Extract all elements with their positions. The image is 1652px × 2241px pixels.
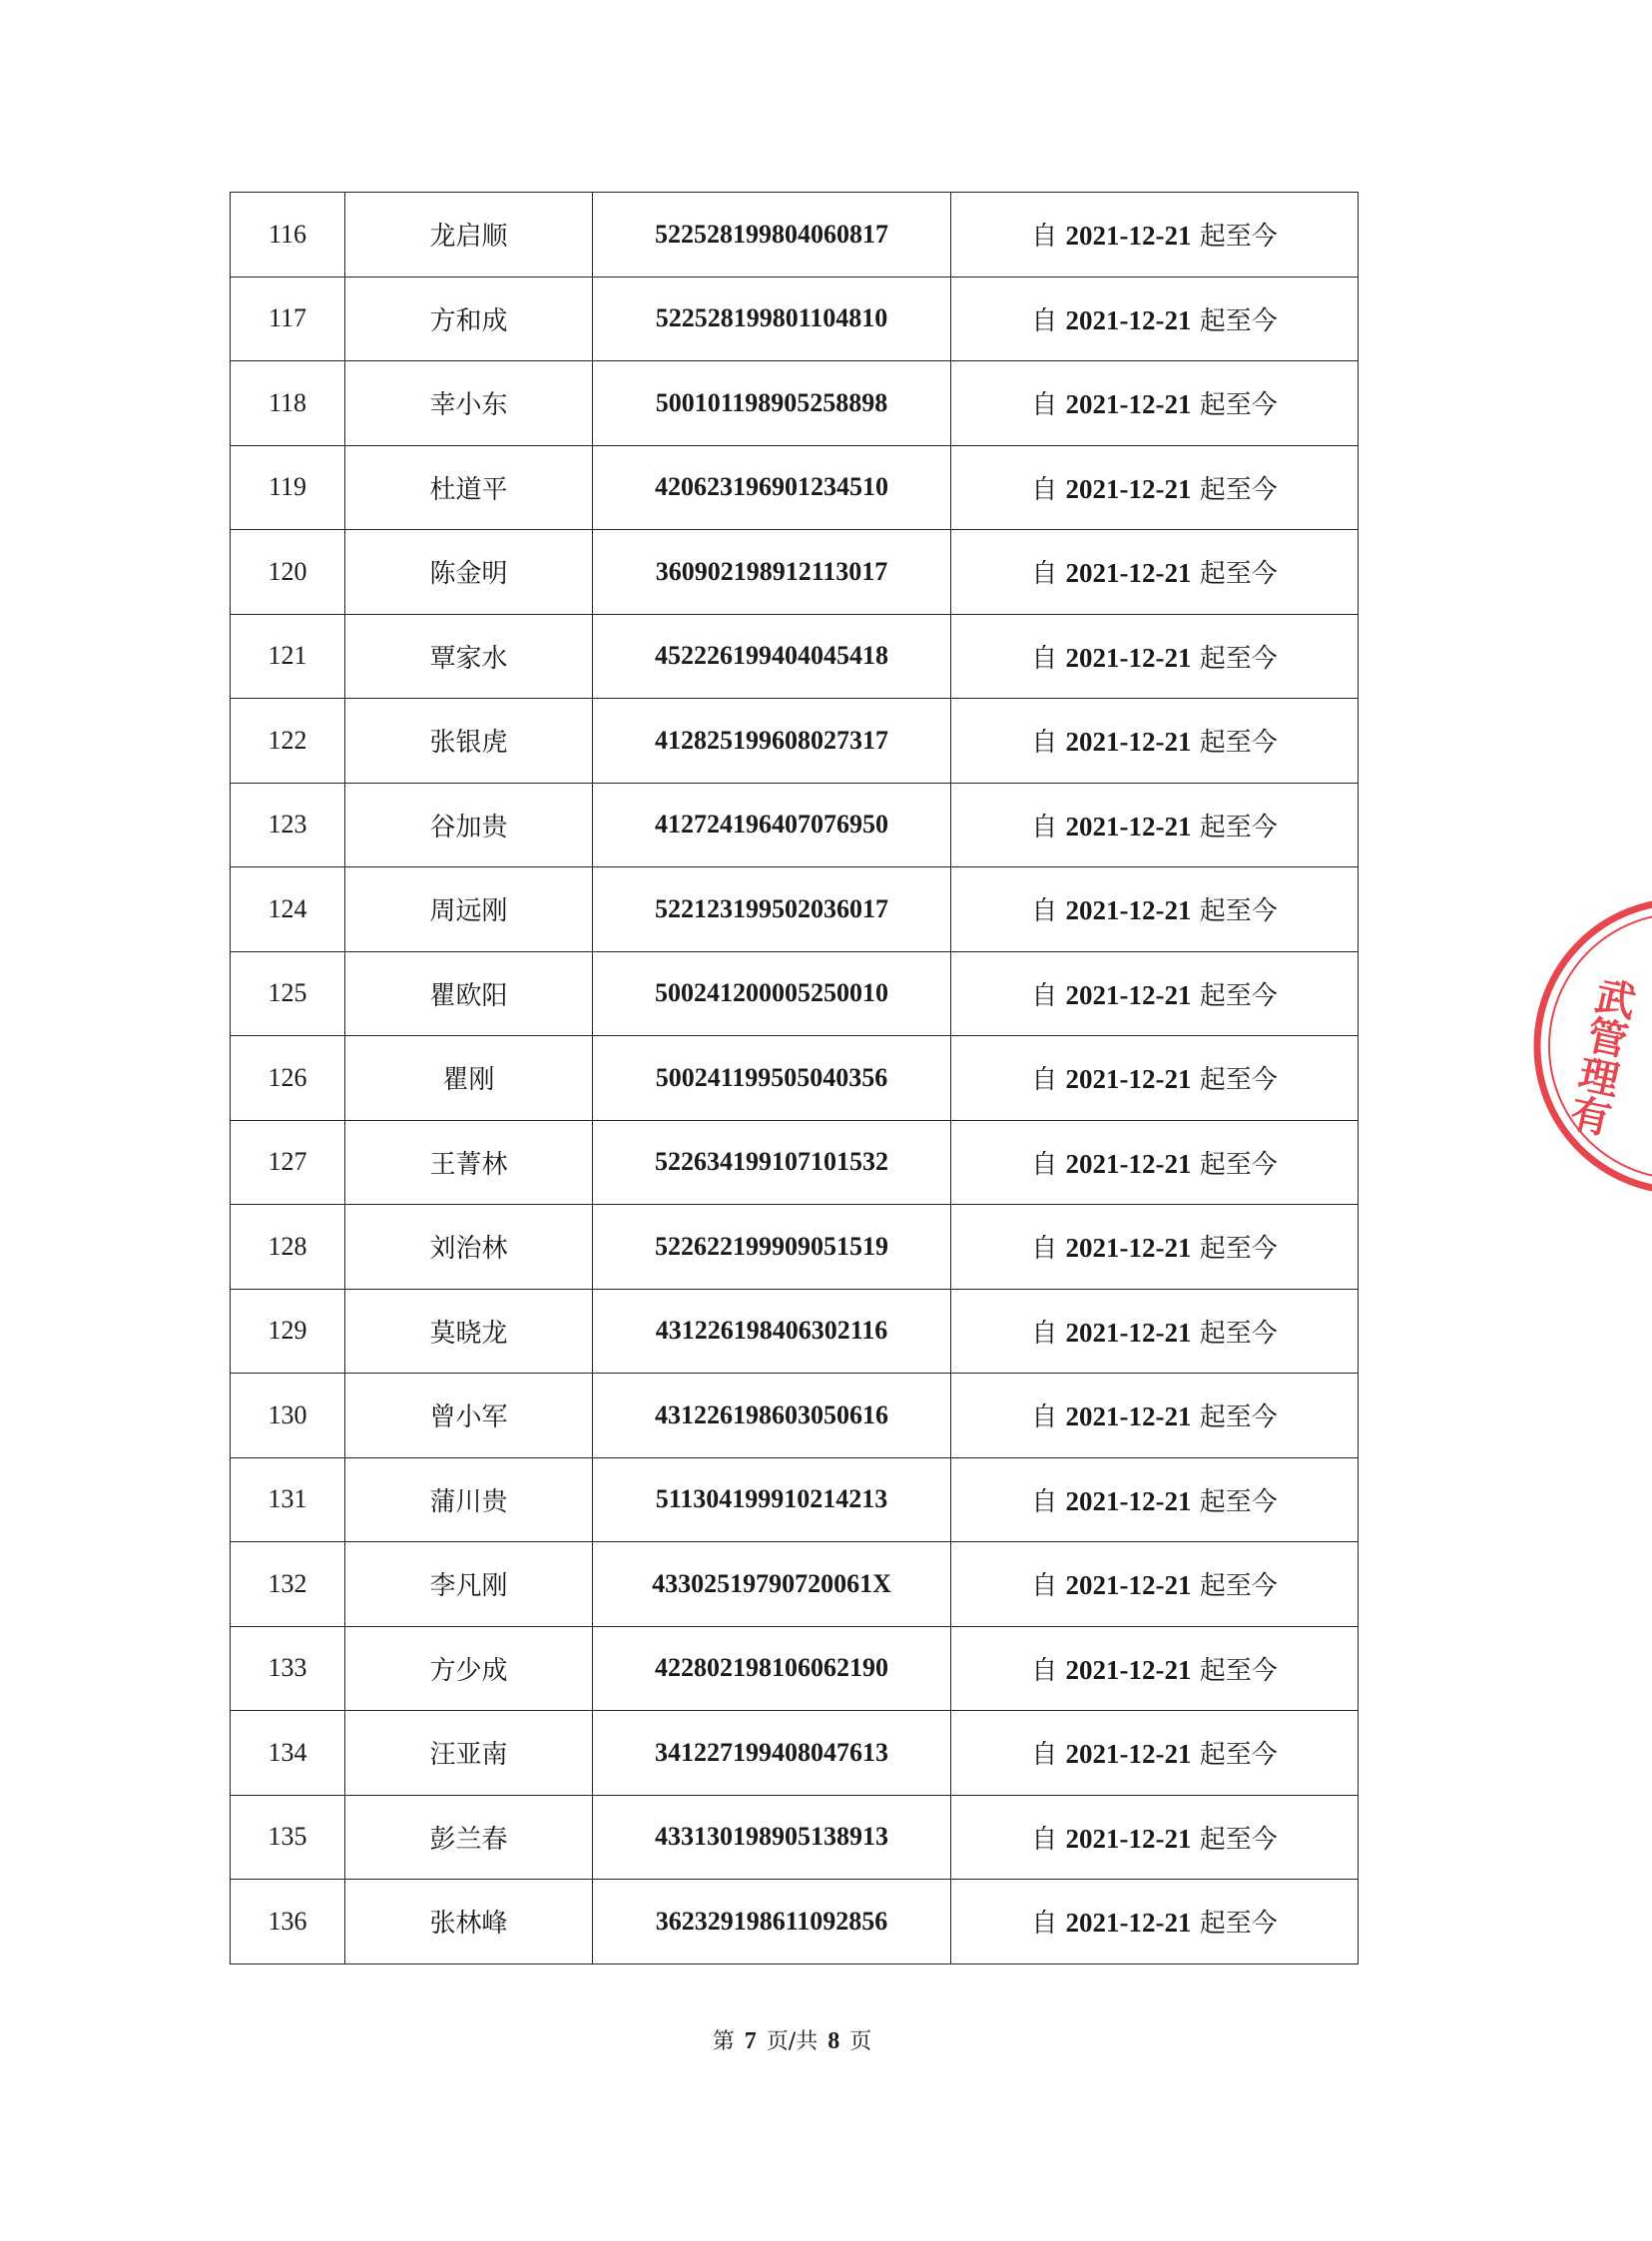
id-number-cell: 422802198106062190 — [593, 1626, 951, 1711]
period-suffix: 起至今 — [1199, 1065, 1278, 1096]
person-name-cell: 方和成 — [345, 277, 593, 361]
period-suffix: 起至今 — [1199, 1655, 1278, 1686]
period-prefix: 自 — [1031, 812, 1058, 842]
period-start-date: 2021-12-21 — [1065, 1823, 1192, 1854]
period-prefix: 自 — [1031, 1234, 1058, 1265]
table-row — [231, 867, 1359, 952]
person-name-cell: 陈金明 — [345, 530, 593, 615]
period-prefix: 自 — [1031, 1655, 1058, 1686]
period-suffix: 起至今 — [1199, 896, 1278, 927]
person-name-cell: 莫晓龙 — [345, 1289, 593, 1374]
period-cell — [951, 1289, 1359, 1374]
period-start-date: 2021-12-21 — [1065, 1064, 1192, 1095]
table-row — [231, 783, 1359, 867]
person-name-cell: 曾小军 — [345, 1374, 593, 1458]
row-number-cell: 136 — [231, 1880, 345, 1964]
id-number-cell: 43302519790720061X — [593, 1542, 951, 1627]
current-page-number: 7 — [744, 2028, 757, 2054]
table-row — [231, 1880, 1359, 1964]
id-number-cell: 522123199502036017 — [593, 867, 951, 952]
row-number-cell: 117 — [231, 277, 345, 361]
person-name-cell: 幸小东 — [345, 361, 593, 446]
period-start-date: 2021-12-21 — [1065, 979, 1192, 1010]
period-start-date: 2021-12-21 — [1065, 1317, 1192, 1348]
person-name-cell: 蒲川贵 — [345, 1457, 593, 1542]
period-cell — [951, 1795, 1359, 1880]
period-suffix: 起至今 — [1199, 1402, 1278, 1433]
period-suffix: 起至今 — [1199, 728, 1278, 759]
table-row — [231, 1542, 1359, 1627]
period-prefix: 自 — [1031, 1824, 1058, 1855]
row-number-cell: 124 — [231, 867, 345, 952]
period-suffix: 起至今 — [1199, 305, 1278, 336]
id-number-cell: 452226199404045418 — [593, 614, 951, 699]
period-suffix: 起至今 — [1199, 812, 1278, 842]
period-cell — [951, 1880, 1359, 1964]
table-row — [231, 1036, 1359, 1121]
period-start-date: 2021-12-21 — [1065, 221, 1192, 252]
id-number-cell: 500241199505040356 — [593, 1036, 951, 1121]
person-name-cell: 张银虎 — [345, 699, 593, 784]
id-number-cell: 511304199910214213 — [593, 1457, 951, 1542]
company-seal-stamp — [1532, 896, 1652, 1196]
period-suffix: 起至今 — [1199, 1909, 1278, 1940]
person-name-cell: 刘治林 — [345, 1205, 593, 1290]
row-number-cell: 120 — [231, 530, 345, 615]
period-prefix: 自 — [1031, 1318, 1058, 1349]
period-suffix: 起至今 — [1199, 222, 1278, 253]
period-cell — [951, 951, 1359, 1036]
period-cell — [951, 1374, 1359, 1458]
period-start-date: 2021-12-21 — [1065, 895, 1192, 926]
period-cell — [951, 530, 1359, 615]
id-number-cell: 522634199107101532 — [593, 1120, 951, 1205]
table-row — [231, 530, 1359, 615]
period-prefix: 自 — [1031, 1909, 1058, 1940]
period-prefix: 自 — [1031, 474, 1058, 505]
person-name-cell: 杜道平 — [345, 445, 593, 530]
period-start-date: 2021-12-21 — [1065, 1485, 1192, 1516]
id-number-cell: 420623196901234510 — [593, 445, 951, 530]
id-number-cell: 412724196407076950 — [593, 783, 951, 867]
period-start-date: 2021-12-21 — [1065, 558, 1192, 589]
id-number-cell: 431226198603050616 — [593, 1374, 951, 1458]
id-number-cell: 522622199909051519 — [593, 1205, 951, 1290]
row-number-cell: 125 — [231, 951, 345, 1036]
footer-middle: 页/共 — [766, 2029, 819, 2054]
period-cell — [951, 445, 1359, 530]
row-number-cell: 119 — [231, 445, 345, 530]
id-number-cell: 431226198406302116 — [593, 1289, 951, 1374]
period-prefix: 自 — [1031, 1571, 1058, 1602]
period-suffix: 起至今 — [1199, 1486, 1278, 1517]
footer-suffix: 页 — [849, 2029, 872, 2054]
period-cell — [951, 193, 1359, 278]
table-row — [231, 361, 1359, 446]
seal-text: 武管理有 — [1560, 972, 1640, 1139]
period-prefix: 自 — [1031, 390, 1058, 421]
period-cell — [951, 614, 1359, 699]
row-number-cell: 122 — [231, 699, 345, 784]
period-suffix: 起至今 — [1199, 1234, 1278, 1265]
total-page-number: 8 — [827, 2028, 840, 2054]
period-cell — [951, 1036, 1359, 1121]
table-row — [231, 1626, 1359, 1711]
table-row — [231, 445, 1359, 530]
person-name-cell: 龙启顺 — [345, 193, 593, 278]
row-number-cell: 134 — [231, 1711, 345, 1796]
period-suffix: 起至今 — [1199, 1149, 1278, 1180]
period-prefix: 自 — [1031, 1149, 1058, 1180]
period-start-date: 2021-12-21 — [1065, 1908, 1192, 1939]
table-row — [231, 1795, 1359, 1880]
table-row — [231, 1120, 1359, 1205]
id-number-cell: 522528199804060817 — [593, 193, 951, 278]
table-row — [231, 277, 1359, 361]
table-row — [231, 699, 1359, 784]
roster-table-body — [231, 193, 1359, 1964]
period-start-date: 2021-12-21 — [1065, 642, 1192, 673]
period-start-date: 2021-12-21 — [1065, 1401, 1192, 1432]
period-suffix: 起至今 — [1199, 390, 1278, 421]
footer-prefix: 第 — [712, 2029, 735, 2054]
row-number-cell: 131 — [231, 1457, 345, 1542]
row-number-cell: 135 — [231, 1795, 345, 1880]
person-name-cell: 李凡刚 — [345, 1542, 593, 1627]
period-prefix: 自 — [1031, 1486, 1058, 1517]
table-row — [231, 1457, 1359, 1542]
row-number-cell: 116 — [231, 193, 345, 278]
person-name-cell: 方少成 — [345, 1626, 593, 1711]
period-cell — [951, 1457, 1359, 1542]
person-name-cell: 张林峰 — [345, 1880, 593, 1964]
table-row — [231, 1205, 1359, 1290]
table-row — [231, 614, 1359, 699]
id-number-cell: 433130198905138913 — [593, 1795, 951, 1880]
page-footer — [0, 2024, 1584, 2055]
period-start-date: 2021-12-21 — [1065, 727, 1192, 758]
table-row — [231, 1289, 1359, 1374]
person-name-cell: 覃家水 — [345, 614, 593, 699]
period-suffix: 起至今 — [1199, 1318, 1278, 1349]
person-name-cell: 瞿刚 — [345, 1036, 593, 1121]
id-number-cell: 500241200005250010 — [593, 951, 951, 1036]
period-prefix: 自 — [1031, 222, 1058, 253]
id-number-cell: 341227199408047613 — [593, 1711, 951, 1796]
period-start-date: 2021-12-21 — [1065, 1233, 1192, 1264]
period-suffix: 起至今 — [1199, 1571, 1278, 1602]
person-name-cell: 彭兰春 — [345, 1795, 593, 1880]
period-cell — [951, 1120, 1359, 1205]
row-number-cell: 121 — [231, 614, 345, 699]
period-suffix: 起至今 — [1199, 980, 1278, 1011]
period-cell — [951, 1205, 1359, 1290]
period-start-date: 2021-12-21 — [1065, 473, 1192, 504]
row-number-cell: 133 — [231, 1626, 345, 1711]
period-prefix: 自 — [1031, 559, 1058, 590]
period-cell — [951, 783, 1359, 867]
period-start-date: 2021-12-21 — [1065, 1570, 1192, 1601]
period-prefix: 自 — [1031, 896, 1058, 927]
id-number-cell: 362329198611092856 — [593, 1880, 951, 1964]
period-prefix: 自 — [1031, 728, 1058, 759]
period-prefix: 自 — [1031, 1065, 1058, 1096]
table-row — [231, 193, 1359, 278]
period-suffix: 起至今 — [1199, 559, 1278, 590]
row-number-cell: 126 — [231, 1036, 345, 1121]
period-cell — [951, 361, 1359, 446]
period-suffix: 起至今 — [1199, 1740, 1278, 1771]
period-prefix: 自 — [1031, 1740, 1058, 1771]
period-start-date: 2021-12-21 — [1065, 1148, 1192, 1179]
period-prefix: 自 — [1031, 1402, 1058, 1433]
period-suffix: 起至今 — [1199, 474, 1278, 505]
row-number-cell: 132 — [231, 1542, 345, 1627]
person-name-cell: 周远刚 — [345, 867, 593, 952]
period-suffix: 起至今 — [1199, 643, 1278, 674]
period-prefix: 自 — [1031, 980, 1058, 1011]
period-suffix: 起至今 — [1199, 1824, 1278, 1855]
table-row — [231, 1374, 1359, 1458]
period-start-date: 2021-12-21 — [1065, 304, 1192, 335]
row-number-cell: 123 — [231, 783, 345, 867]
id-number-cell: 412825199608027317 — [593, 699, 951, 784]
period-cell — [951, 277, 1359, 361]
period-start-date: 2021-12-21 — [1065, 811, 1192, 841]
person-name-cell: 谷加贵 — [345, 783, 593, 867]
period-start-date: 2021-12-21 — [1065, 1654, 1192, 1685]
period-cell — [951, 1542, 1359, 1627]
person-name-cell: 瞿欧阳 — [345, 951, 593, 1036]
person-name-cell: 汪亚南 — [345, 1711, 593, 1796]
person-name-cell: 王菁林 — [345, 1120, 593, 1205]
row-number-cell: 130 — [231, 1374, 345, 1458]
id-number-cell: 500101198905258898 — [593, 361, 951, 446]
period-start-date: 2021-12-21 — [1065, 389, 1192, 420]
row-number-cell: 129 — [231, 1289, 345, 1374]
row-number-cell: 118 — [231, 361, 345, 446]
id-number-cell: 522528199801104810 — [593, 277, 951, 361]
table-row — [231, 1711, 1359, 1796]
table-row — [231, 951, 1359, 1036]
id-number-cell: 360902198912113017 — [593, 530, 951, 615]
period-cell — [951, 867, 1359, 952]
period-cell — [951, 699, 1359, 784]
roster-table — [230, 192, 1359, 1964]
row-number-cell: 127 — [231, 1120, 345, 1205]
row-number-cell: 128 — [231, 1205, 345, 1290]
period-prefix: 自 — [1031, 643, 1058, 674]
period-cell — [951, 1626, 1359, 1711]
period-cell — [951, 1711, 1359, 1796]
period-start-date: 2021-12-21 — [1065, 1739, 1192, 1770]
period-prefix: 自 — [1031, 305, 1058, 336]
